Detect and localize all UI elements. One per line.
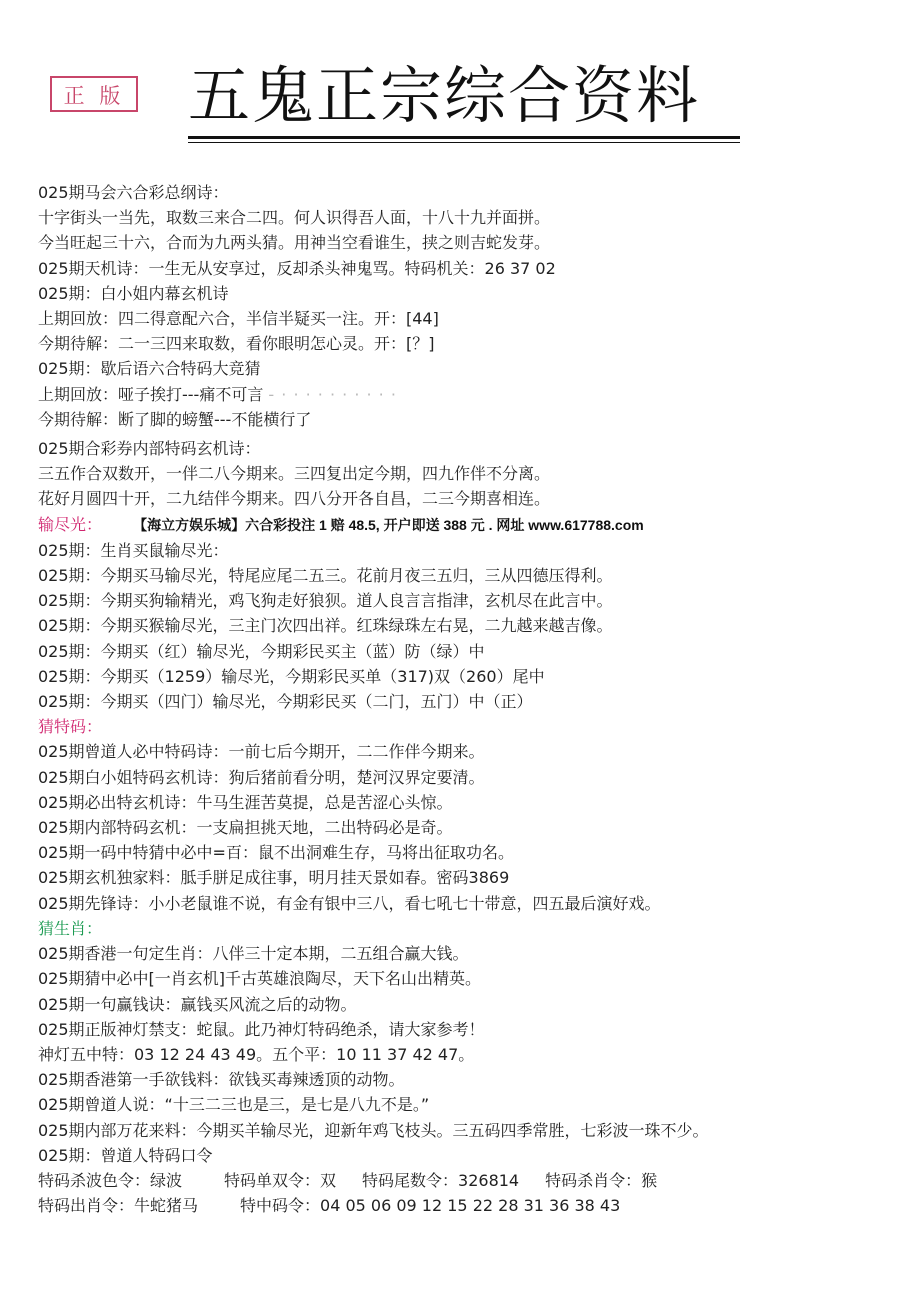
page-title: 五鬼正宗综合资料 [188, 59, 701, 132]
text-line: 025期内部万花来料：今期买羊输尽光，迎新年鸡飞枝头。三五码四季常胜，七彩波一珠不少。 [38, 1120, 709, 1140]
title-underline-thick [188, 136, 740, 139]
section-kouling [38, 1168, 888, 1218]
text-line: 025期香港第一手欲钱料：欲钱买毒辣透顶的动物。 [38, 1070, 405, 1090]
text-line: 025期：今期买马输尽光，特尾应尾二五三。花前月夜三五归，三从四德压得利。 [38, 566, 613, 586]
text-line: 025期必出特玄机诗：牛马生涯苦莫提，总是苦涩心头惊。 [38, 792, 453, 812]
section-shujinguang [38, 512, 888, 715]
text-line: 025期：生肖买鼠输尽光： [38, 540, 229, 560]
text-line: 025期：白小姐内幕玄机诗 [38, 283, 229, 303]
text-line: 花好月圆四十开，二九结伴今期来。四八分开各自昌，二三今期喜相连。 [38, 489, 551, 509]
kouling-row [38, 1168, 888, 1193]
document-body [38, 180, 888, 1218]
text-line: 025期：歇后语六合特码大竞猜 [38, 359, 261, 379]
text-line: 025期白小姐特码玄机诗：狗后猪前看分明，楚河汉界定要清。 [38, 767, 485, 787]
section-label: 猜特码： [38, 717, 103, 737]
text-line: 025期：今期买（红）输尽光，今期彩民买主（蓝）防（绿）中 [38, 641, 485, 661]
section-internal-poem [38, 436, 888, 512]
text-line: 025期猜中必中[一肖玄机]千古英雄浪陶尽，天下名山出精英。 [38, 969, 482, 989]
kouling-item: 特码杀肖令：猴 [545, 1170, 658, 1190]
text-line: 025期合彩券内部特码玄机诗： [38, 439, 261, 459]
text-line: 025期马会六合彩总纲诗： [38, 183, 229, 202]
advertisement-banner: 【海立方娱乐城】六合彩投注 1 赔 48.5, 开户即送 388 元 . 网址 www.617788.com [133, 516, 644, 533]
kouling-item: 特码尾数令：326814 [362, 1170, 520, 1190]
text-line: 025期：今期买狗输精光，鸡飞狗走好狼狈。道人良言言指津，玄机尽在此言中。 [38, 591, 613, 611]
text-line: 025期天机诗：一生无从安享过，反却杀头神鬼骂。特码机关：26 37 02 [38, 258, 556, 278]
kouling-item: 特码出肖令：牛蛇猪马 [38, 1196, 199, 1216]
text-line: 025期香港一句定生肖：八伴三十定本期，二五组合赢大钱。 [38, 944, 469, 964]
text-line: 025期曾道人说：“十三二三也是三，是七是八九不是。” [38, 1095, 430, 1115]
faded-text: - · · · · · · · · · · [268, 384, 397, 404]
section-caitema [38, 714, 888, 916]
text-line: 今当旺起三十六，合而为九两头猜。用神当空看谁生，挟之则吉蛇发芽。 [38, 233, 551, 253]
text-line: 025期：今期买（1259）输尽光，今期彩民买单（317)双（260）尾中 [38, 666, 545, 686]
text-line [38, 382, 888, 407]
text-line: 神灯五中特：03 12 24 43 49。五个平：10 11 37 42 47。 [38, 1044, 475, 1064]
section-caishengxiao [38, 916, 888, 1168]
text-line: 025期玄机独家料：胝手胼足成往事，明月挂天景如春。密码3869 [38, 868, 510, 888]
text-line: 025期：今期买猴输尽光，三主门次四出祥。红珠绿珠左右晃，二九越来越吉像。 [38, 616, 613, 636]
kouling-item: 特中码令：04 05 06 09 12 15 22 28 31 36 38 43 [240, 1196, 621, 1216]
section-label: 输尽光： [38, 514, 103, 534]
text-line: 三五作合双数开，一伴二八今期来。三四复出定今期，四九作伴不分离。 [38, 464, 551, 484]
text-line: 025期一句赢钱诀：赢钱买风流之后的动物。 [38, 994, 357, 1014]
huifang-text: 上期回放：哑子挨打---痛不可言 [38, 384, 264, 404]
text-line: 025期曾道人必中特码诗：一前七后今期开，二二作伴今期来。 [38, 742, 485, 762]
title-underline-thin [188, 142, 740, 143]
section-poems [38, 180, 888, 432]
text-line: 十字街头一当先，取数三来合二四。何人识得吾人面，十八十九并面拼。 [38, 208, 551, 228]
section-label: 猜生肖： [38, 918, 103, 938]
text-line: 上期回放：四二得意配六合，半信半疑买一注。开：[44] [38, 309, 439, 329]
text-line: 025期一码中特猜中必中=百：鼠不出洞难生存，马将出征取功名。 [38, 843, 514, 863]
text-line: 今期待解：断了脚的螃蟹---不能横行了 [38, 409, 312, 429]
text-line: 今期待解：二一三四来取数，看你眼明怎心灵。开：[？] [38, 334, 435, 354]
text-line: 025期正版神灯禁支：蛇鼠。此乃神灯特码绝杀，请大家参考！ [38, 1019, 485, 1039]
kouling-item: 特码单双令：双 [224, 1170, 337, 1190]
text-line: 025期内部特码玄机：一支扁担挑天地，二出特码必是奇。 [38, 818, 453, 838]
text-line: 025期先锋诗：小小老鼠谁不说，有金有银中三八，看七吼七十带意，四五最后演好戏。 [38, 893, 661, 913]
kouling-item: 特码杀波色令：绿波 [38, 1170, 183, 1190]
authentic-badge: 正 版 [50, 76, 138, 112]
section-heading-row [38, 512, 888, 538]
text-line: 025期：曾道人特码口令 [38, 1145, 213, 1165]
kouling-row [38, 1193, 888, 1218]
text-line: 025期：今期买（四门）输尽光，今期彩民买（二门，五门）中（正） [38, 692, 533, 712]
